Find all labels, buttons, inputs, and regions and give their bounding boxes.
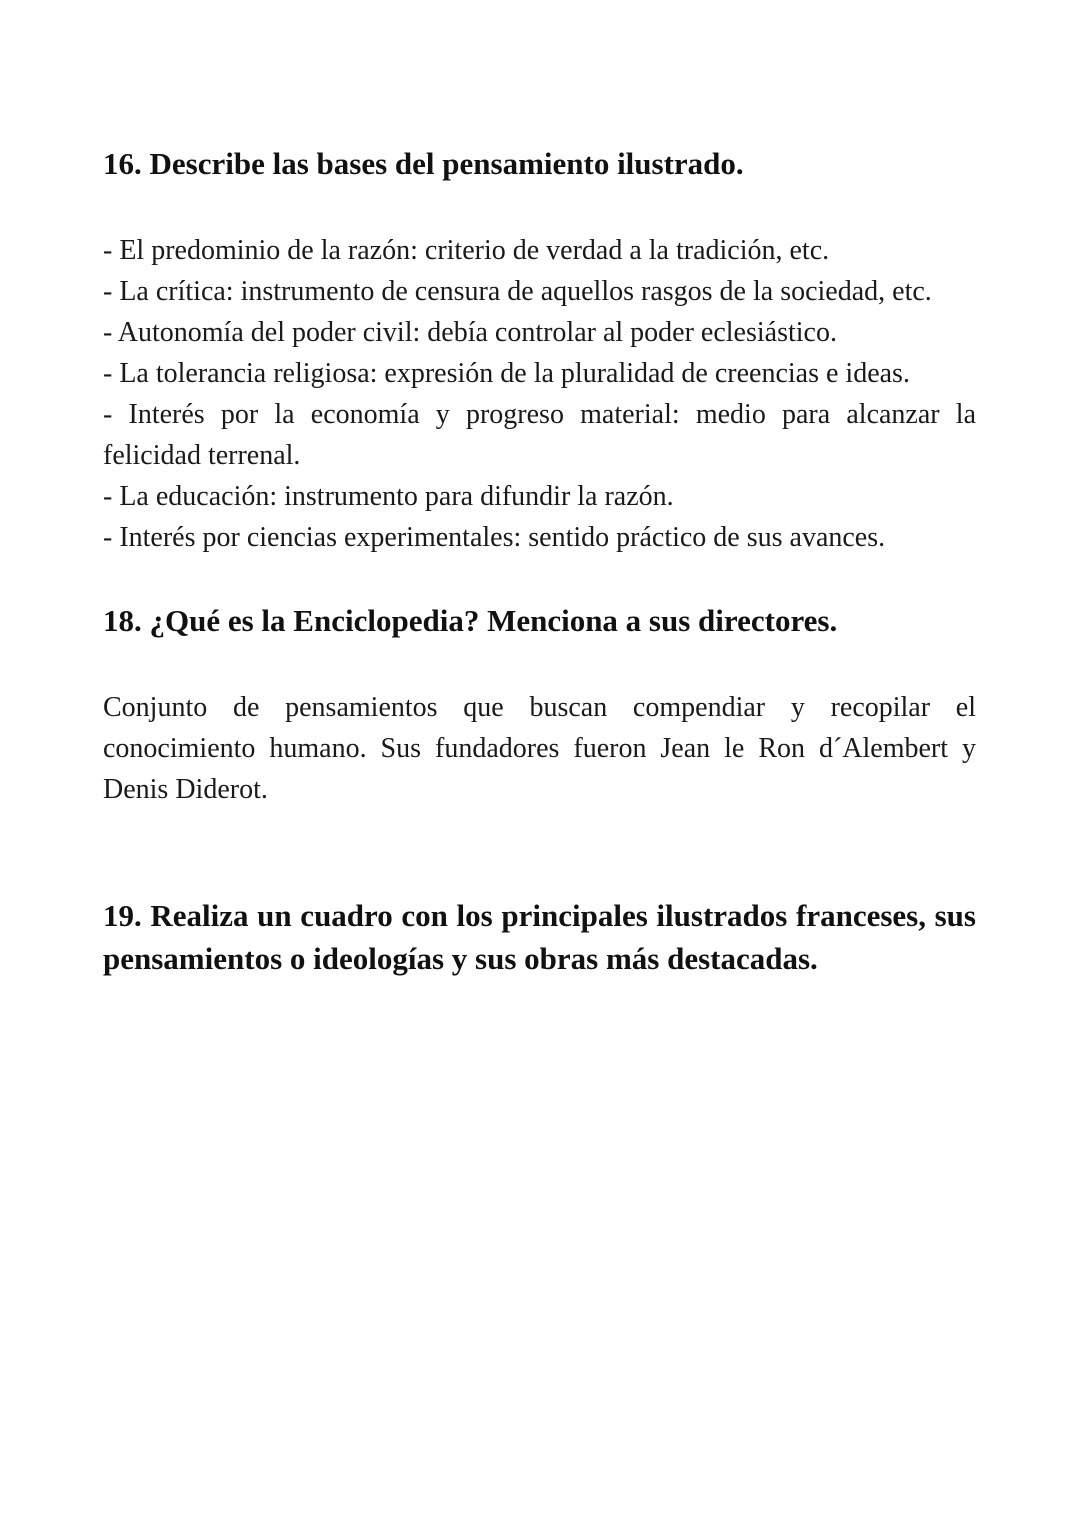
list-item: - Interés por la economía y progreso material: medio para alcanzar la felicidad terrenal. [103, 399, 976, 471]
document-page [103, 142, 976, 980]
question-19-title: 19. Realiza un cuadro con los principales ilustrados franceses, sus pensamientos o ideologías y sus obras más destacadas. [103, 898, 976, 976]
question-18-title: 18. ¿Qué es la Enciclopedia? Menciona a sus directores. [103, 603, 838, 638]
list-item: - El predominio de la razón: criterio de verdad a la tradición, etc. [103, 235, 830, 266]
question-16-title: 16. Describe las bases del pensamiento ilustrado. [103, 146, 744, 181]
question-18-section [103, 599, 976, 810]
question-16-section [103, 142, 976, 558]
list-item: - La tolerancia religiosa: expresión de la pluralidad de creencias e ideas. [103, 358, 910, 389]
list-item: - Autonomía del poder civil: debía controlar al poder eclesiástico. [103, 317, 837, 348]
question-19-section [103, 894, 976, 980]
question-16-list [103, 230, 976, 558]
list-item: - La educación: instrumento para difundir la razón. [103, 481, 674, 512]
list-item: - Interés por ciencias experimentales: sentido práctico de sus avances. [103, 522, 886, 553]
question-18-answer: Conjunto de pensamientos que buscan compendiar y recopilar el conocimiento humano. Sus fundadores fueron Jean le Ron d´Alembert y Denis Diderot. [103, 692, 976, 805]
list-item: - La crítica: instrumento de censura de aquellos rasgos de la sociedad, etc. [103, 276, 932, 307]
